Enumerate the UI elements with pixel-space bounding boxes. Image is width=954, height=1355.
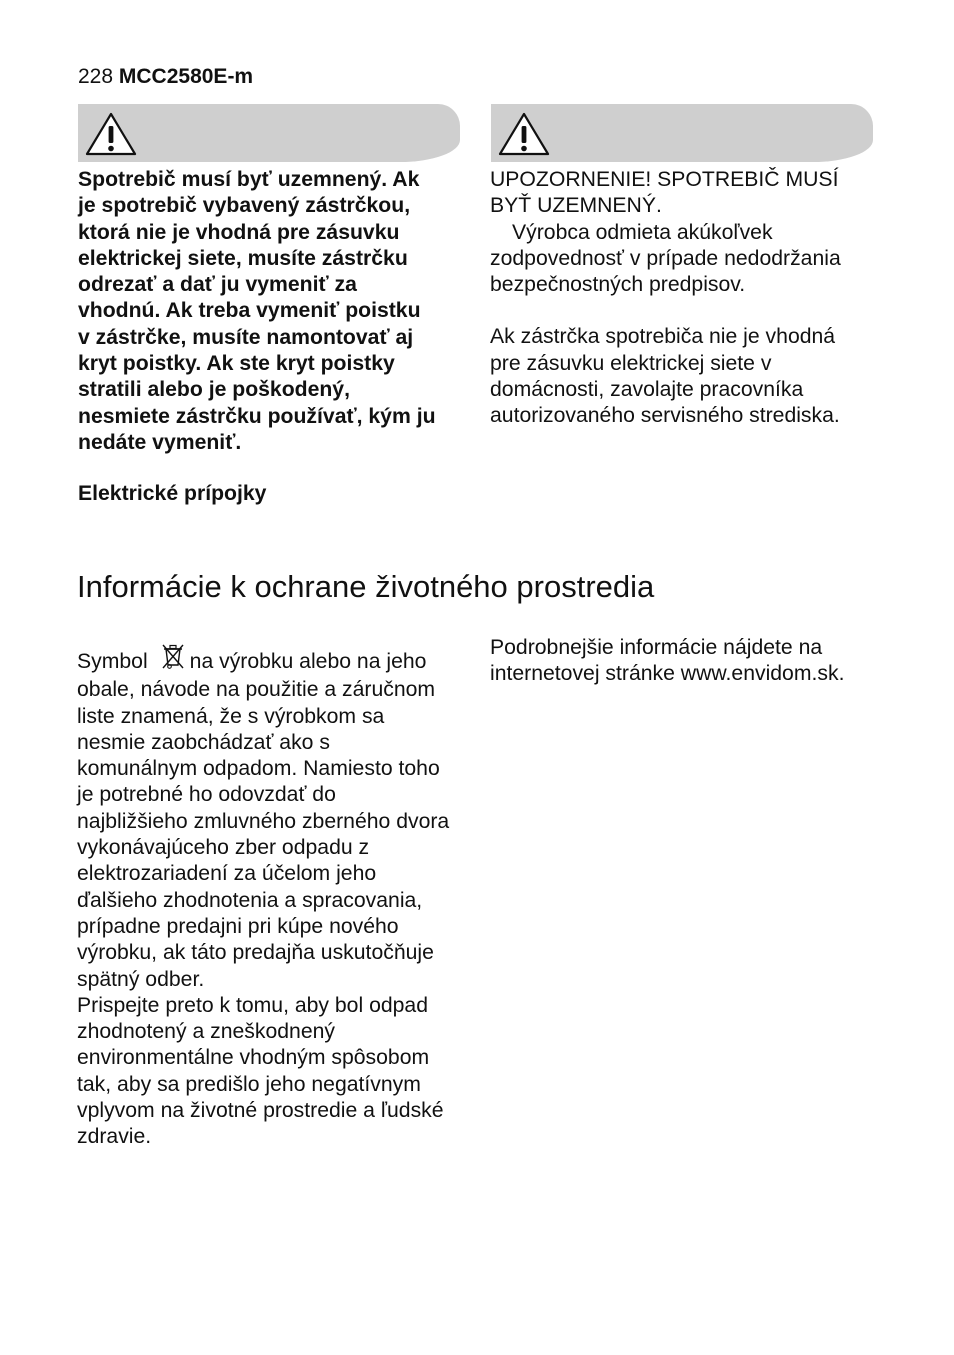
text-line: bezpečnostných predpisov. [490, 273, 746, 297]
text-line: autorizovaného servisného strediska. [490, 404, 840, 428]
crossed-out-bin-icon [160, 642, 186, 677]
text-line: zhodnotený a zneškodnený [77, 1020, 335, 1044]
text-line: ďalšieho zhodnotenia a spracovania, [77, 888, 423, 912]
text-line: v zástrčke, musíte namontovať aj [78, 325, 414, 349]
text-line: nesmie zaobchádzať ako s [77, 730, 330, 754]
text-line: najbližšieho zmluvného zberného dvora [77, 809, 450, 833]
text-line: obale, návode na použitie a záručnom [77, 678, 436, 702]
right-warning-text [490, 167, 900, 430]
text-line: Podrobnejšie informácie nájdete na [490, 636, 823, 659]
text-line [77, 642, 487, 677]
text-line: zdravie. [77, 1125, 152, 1149]
symbol-line-rest: na výrobku alebo na jeho [189, 650, 427, 673]
text-line: nesmiete zástrčku používať, kým ju [78, 404, 436, 428]
text-line: komunálnym odpadom. Namiesto toho [77, 757, 440, 781]
text-line: ktorá nie je vhodná pre zásuvku [78, 220, 400, 244]
warning-triangle-icon [84, 110, 138, 158]
text-line: spätný odber. [77, 967, 205, 991]
environment-text-right [490, 635, 900, 688]
symbol-word: Symbol [77, 650, 148, 673]
text-line: Výrobca odmieta akúkoľvek [512, 220, 773, 244]
section-title: Informácie k ochrane životného prostredia [77, 569, 655, 604]
text-line: elektrozariadení za účelom jeho [77, 862, 377, 886]
text-line: zodpovednosť v prípade nedodržania [490, 246, 841, 270]
warning-triangle-icon [497, 110, 551, 158]
warning-banner-left [78, 104, 460, 162]
text-line: Prispejte preto k tomu, aby bol odpad [77, 993, 428, 1017]
text-line: výrobku, ak táto predajňa uskutočňuje [77, 941, 434, 965]
text-line: prípadne predajni pri kúpe nového [77, 914, 399, 938]
text-line: elektrickej siete, musíte zástrčku [78, 246, 408, 270]
text-line: UPOZORNENIE! SPOTREBIČ MUSÍ [490, 168, 839, 191]
text-line: je potrebné ho odovzdať do [77, 783, 336, 807]
text-line: Ak zástrčka spotrebiča nie je vhodná [490, 325, 836, 349]
grounding-warning-text [78, 167, 478, 456]
text-line: nedáte vymeniť. [78, 430, 242, 454]
text-line: environmentálne vhodným spôsobom [77, 1046, 430, 1070]
warning-banner-right [491, 104, 873, 162]
text-line: vplyvom na životné prostredie a ľudské [77, 1099, 444, 1123]
text-line: vykonávajúceho zber odpadu z [77, 836, 370, 860]
text-line: domácnosti, zavolajte pracovníka [490, 378, 804, 402]
text-line: je spotrebič vybavený zástrčkou, [78, 194, 411, 218]
text-line: stratili alebo je poškodený, [78, 378, 350, 402]
text-line: kryt poistky. Ak ste kryt poistky [78, 352, 395, 376]
text-line: liste znamená, že s výrobkom sa [77, 704, 385, 728]
subheading-electrical: Elektrické prípojky [78, 482, 267, 505]
text-line: Spotrebič musí byť uzemnený. Ak [78, 168, 420, 191]
page-number: 228 [78, 65, 114, 88]
page-header [78, 64, 253, 90]
model-name: MCC2580E-m [118, 65, 254, 88]
text-line: internetovej stránke www.envidom.sk. [490, 662, 845, 686]
text-line: vhodnú. Ak treba vymeniť poistku [78, 299, 421, 323]
environment-text-left [77, 642, 487, 1151]
text-line: odrezať a dať ju vymeniť za [78, 273, 357, 297]
text-line: tak, aby sa predišlo jeho negatívnym [77, 1072, 421, 1096]
text-line: pre zásuvku elektrickej siete v [490, 351, 772, 375]
text-line: BYŤ UZEMNENÝ. [490, 194, 662, 218]
